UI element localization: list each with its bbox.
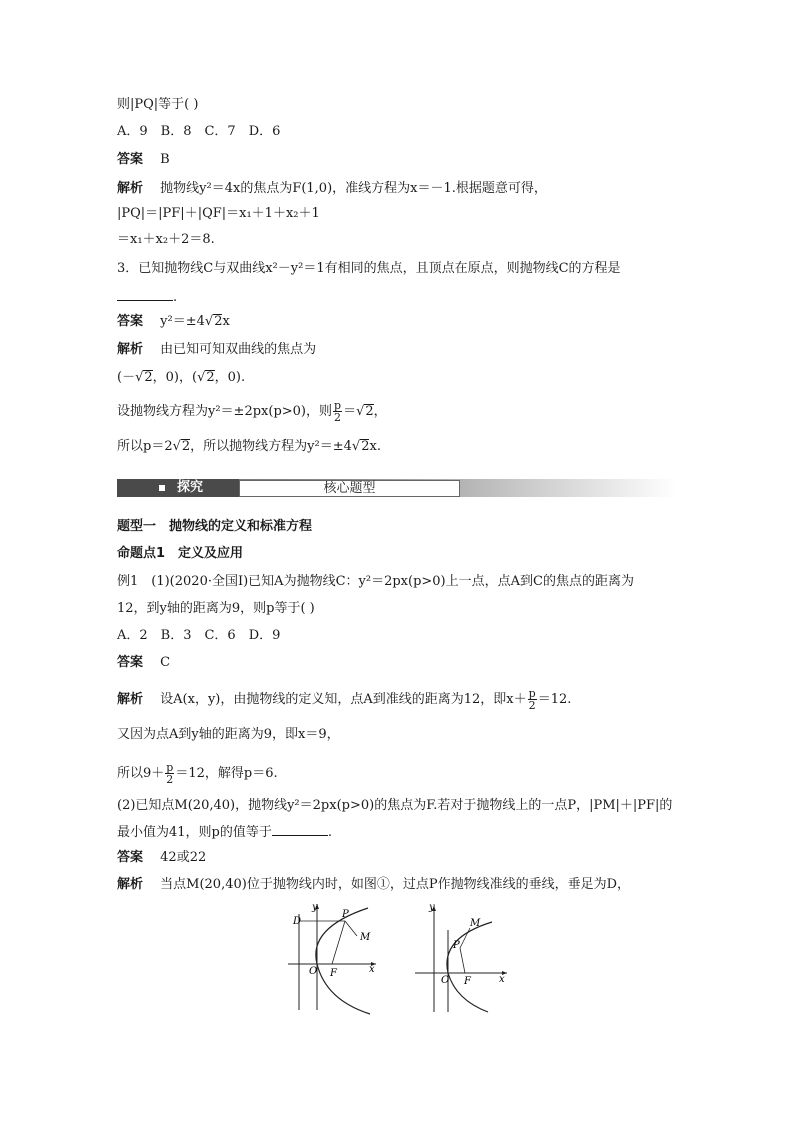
foci-part: ，0). (214, 370, 246, 385)
parabola-curve (447, 922, 492, 1012)
parabola-curve (316, 908, 370, 1014)
answer-pre: y²＝±4 (160, 314, 205, 329)
answer-value: B (160, 152, 170, 167)
analysis-text: ＝12. (537, 692, 572, 707)
label-y: y (312, 902, 318, 913)
fraction-numerator: p (166, 761, 174, 774)
foci-radical: 2 (206, 370, 215, 385)
analysis-text: 抛物线y²＝4x的焦点为F(1,0)，准线方程为x＝－1.根据题意可得， (160, 181, 547, 196)
setup-radical: 2 (365, 404, 374, 419)
q-prev-analysis-2: |PQ|＝|PF|＋|QF|＝x₁＋1＋x₂＋1 (117, 206, 320, 221)
figure-1 (280, 900, 380, 1015)
ex1-analysis-3 (117, 762, 278, 785)
analysis-label: 解析 (117, 181, 144, 196)
ex1-answer-2 (117, 849, 206, 867)
banner-tag-core: 核心题型 (239, 480, 460, 497)
fraction-denominator: 2 (166, 773, 174, 786)
ex1-answer (117, 654, 170, 672)
setup-text: 设抛物线方程为y²＝±2px(p>0)，则 (117, 404, 333, 419)
topic-title: 题型一 抛物线的定义和标准方程 (117, 519, 313, 534)
answer-label: 答案 (117, 850, 144, 865)
banner-tag-explore: 探究 (177, 480, 204, 495)
result-text: x. (369, 439, 381, 454)
square-bullet-icon (159, 485, 165, 491)
q3-blank-line: . (117, 288, 177, 307)
fraction (528, 688, 537, 711)
answer-blank (272, 823, 328, 836)
q-prev-stem: 则|PQ|等于( ) (117, 97, 199, 112)
ex1-part2-1: (2)已知点M(20,40)，抛物线y²＝2px(p>0)的焦点为F.若对于抛物线上的一点P，|PM|＋|PF|的 (117, 798, 673, 813)
answer-label: 答案 (117, 152, 144, 167)
label-x: x (499, 974, 505, 985)
segment-pf (460, 948, 465, 973)
q-prev-answer (117, 151, 170, 169)
foci-part: (－ (117, 370, 136, 385)
label-m: M (360, 932, 371, 943)
q-prev-analysis-3: ＝x₁＋x₂＋2＝8. (117, 232, 215, 247)
ex1-part2-2 (117, 823, 332, 842)
label-o: O (441, 975, 450, 986)
analysis-label: 解析 (117, 692, 144, 707)
section-banner (117, 479, 677, 497)
part2-text: . (327, 825, 333, 840)
setup-text: ＝ (343, 404, 357, 419)
q-prev-options: A．9 B．8 C．7 D．6 (117, 124, 281, 139)
foci-radical: 2 (144, 370, 153, 385)
result-radical: 2 (181, 439, 191, 454)
result-text: ，所以抛物线方程为y²＝±4 (190, 439, 352, 454)
ex1-analysis2 (117, 876, 630, 894)
ex1-options: A．2 B．3 C．6 D．9 (117, 628, 281, 643)
q-prev-analysis-1 (117, 180, 547, 198)
figure-2 (410, 900, 510, 1015)
q3-answer: 答案 y²＝±4√2x (117, 314, 230, 329)
setup-text: ， (373, 404, 387, 419)
ex1-analysis-1 (117, 688, 571, 711)
answer-value: 42或22 (160, 850, 207, 865)
label-p: P (342, 909, 349, 920)
answer-label: 答案 (117, 314, 144, 329)
topic-point: 命题点1 定义及应用 (117, 546, 244, 561)
fraction (165, 762, 174, 785)
foci-part: ，0)，( (152, 370, 198, 385)
answer-blank (117, 288, 173, 301)
label-f: F (464, 976, 471, 987)
answer-radical: 2 (214, 314, 223, 329)
q3-result: 所以p＝2√2，所以抛物线方程为y²＝±4√2x. (117, 439, 381, 454)
analysis-text: 当点M(20,40)位于抛物线内时，如图①，过点P作抛物线准线的垂线，垂足为D， (160, 877, 630, 892)
analysis-label: 解析 (117, 877, 144, 892)
part2-text: 最小值为41，则p的值等于 (117, 825, 272, 840)
answer-label: 答案 (117, 655, 144, 670)
label-y: y (429, 902, 435, 913)
analysis-text: 由已知可知双曲线的焦点为 (160, 342, 317, 357)
q3-analysis-1 (117, 341, 316, 359)
fraction (333, 400, 342, 423)
fraction-numerator: p (334, 399, 342, 412)
label-f: F (330, 968, 337, 979)
q3-stem: 3．已知抛物线C与双曲线x²－y²＝1有相同的焦点，且顶点在原点，则抛物线C的方程是 (117, 261, 621, 276)
answer-value: C (160, 655, 171, 670)
result-text: 所以p＝2 (117, 439, 173, 454)
segment-pm (460, 928, 470, 948)
ex1-stem-1: 例1 (1)(2020·全国Ⅰ)已知A为抛物线C：y²＝2px(p>0)上一点，点A到C的焦点的距离为 (117, 574, 634, 589)
fraction-numerator: p (528, 687, 536, 700)
ex1-analysis-2: 又因为点A到y轴的距离为9，即x＝9， (117, 727, 340, 742)
fraction-denominator: 2 (334, 411, 342, 424)
fraction-denominator: 2 (528, 699, 536, 712)
ex1-stem-2: 12，到y轴的距离为9，则p等于( ) (117, 601, 315, 616)
analysis-text: 所以9＋ (117, 766, 165, 781)
analysis-label: 解析 (117, 342, 144, 357)
segment-pf (332, 921, 345, 964)
analysis-text: 设A(x，y)，由抛物线的定义知，点A到准线的距离为12，即x＋ (160, 692, 527, 707)
result-radical: 2 (361, 439, 370, 454)
q3-setup: 设抛物线方程为y²＝±2px(p>0)，则 $\frac{p}{2}$ ＝√2， (117, 399, 387, 424)
label-p: P (453, 940, 460, 951)
analysis-text: ＝12，解得p＝6. (175, 766, 278, 781)
answer-post: x (222, 314, 230, 329)
segment-pm (345, 921, 357, 936)
label-d: D (293, 916, 302, 927)
label-m: M (470, 918, 481, 929)
label-o: O (309, 966, 318, 977)
q3-foci: (－√2，0)，(√2，0). (117, 370, 246, 385)
label-x: x (369, 964, 375, 975)
